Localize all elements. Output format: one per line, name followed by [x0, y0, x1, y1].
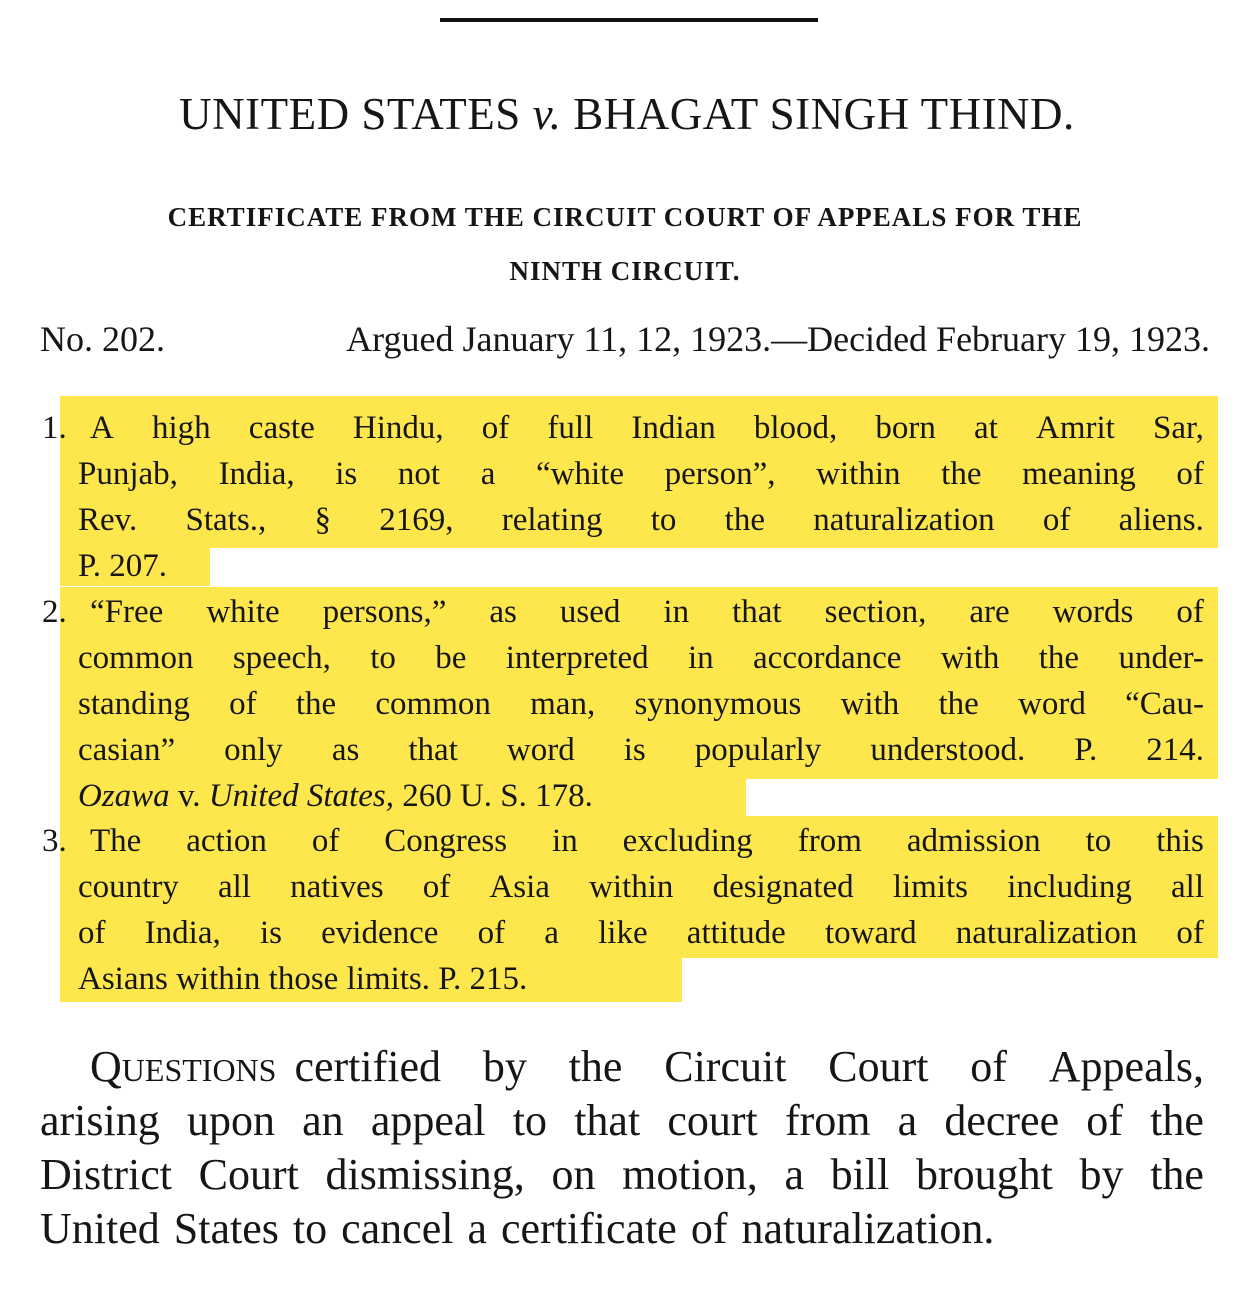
word: common — [375, 686, 491, 722]
word: be — [435, 640, 467, 676]
word: of — [970, 1042, 1007, 1091]
word: of — [690, 1204, 728, 1253]
certificate-heading-line-1: CERTIFICATE FROM THE CIRCUIT COURT OF APPEALS FOR THE — [167, 202, 1083, 232]
word: The — [90, 823, 142, 859]
word: understood. — [870, 732, 1026, 768]
word: of — [311, 823, 340, 859]
word: to — [512, 1096, 548, 1145]
word: born — [875, 410, 936, 446]
docket-line — [40, 318, 1210, 360]
headnote-1-number: 1. — [42, 410, 67, 446]
word: aliens. — [1118, 502, 1204, 538]
word: only — [224, 732, 283, 768]
word: of — [1086, 1096, 1123, 1145]
word: District — [40, 1150, 172, 1199]
word: decree — [944, 1096, 1060, 1145]
word: is — [623, 732, 646, 768]
headnote-1-line-1 — [90, 405, 1204, 451]
word: Court — [828, 1042, 929, 1091]
word: is — [259, 915, 282, 951]
word: naturalization — [813, 502, 995, 538]
word: all — [1171, 869, 1204, 905]
case-title-defendant: BHAGAT SINGH THIND. — [573, 89, 1075, 139]
docket-number: No. 202. — [40, 319, 165, 359]
citation-case-name-1: Ozawa — [78, 778, 170, 814]
word: high — [151, 410, 211, 446]
questions-line-1 — [90, 1040, 1204, 1097]
word: India, — [218, 456, 295, 492]
word: Rev. — [78, 502, 138, 538]
word: attitude — [686, 915, 786, 951]
word: of — [477, 915, 506, 951]
word: a — [467, 1204, 487, 1253]
word: person”, — [664, 456, 776, 492]
word: under- — [1118, 640, 1204, 676]
word: the — [938, 686, 979, 722]
word: United — [40, 1204, 160, 1253]
certificate-heading-line-2: NINTH CIRCUIT. — [509, 256, 741, 286]
word: words — [1052, 594, 1134, 630]
word: bill — [830, 1150, 890, 1199]
word: “white — [536, 456, 624, 492]
word: popularly — [694, 732, 822, 768]
headnote-3-line-1 — [90, 818, 1204, 864]
case-title — [0, 88, 1254, 140]
word: the — [1150, 1150, 1204, 1199]
headnote-1-line-4: P. 207. — [78, 548, 167, 584]
headnote-3-line-3 — [78, 910, 1204, 956]
word: like — [598, 915, 648, 951]
case-title-versus: v. — [532, 89, 562, 139]
word: that — [574, 1096, 641, 1145]
word: that — [732, 594, 782, 630]
word: interpreted — [505, 640, 649, 676]
word: admission — [906, 823, 1041, 859]
word: toward — [824, 915, 917, 951]
case-title-plaintiff: UNITED STATES — [179, 89, 521, 139]
word: common — [78, 640, 194, 676]
word: excluding — [622, 823, 753, 859]
word: brought — [916, 1150, 1053, 1199]
word: used — [559, 594, 621, 630]
word: evidence — [321, 915, 439, 951]
headnote-2-line-2 — [78, 635, 1204, 681]
word: States — [173, 1204, 279, 1253]
word: man, — [530, 686, 596, 722]
headnote-1-line-3 — [78, 497, 1204, 543]
word: arising — [40, 1096, 160, 1145]
word: certified — [294, 1042, 442, 1091]
word: full — [547, 410, 594, 446]
word: that — [408, 732, 458, 768]
word: all — [217, 869, 251, 905]
word: word — [506, 732, 575, 768]
questions-line-1-rest — [294, 1040, 1204, 1097]
certificate-heading — [40, 190, 1210, 298]
word: in — [688, 640, 714, 676]
word: limits — [892, 869, 969, 905]
word: the — [568, 1042, 623, 1091]
citation-versus: v. — [177, 778, 201, 814]
headnote-3-line-2 — [78, 864, 1204, 910]
word: of — [1176, 915, 1204, 951]
word: Circuit — [664, 1042, 787, 1091]
word: to — [1085, 823, 1112, 859]
word: India, — [144, 915, 221, 951]
word: word — [1018, 686, 1086, 722]
word: Court — [198, 1150, 299, 1199]
word: within — [816, 456, 901, 492]
headnote-2-line-3 — [78, 681, 1204, 727]
word: naturalization — [955, 915, 1138, 951]
word: to — [650, 502, 677, 538]
word: from — [784, 1096, 871, 1145]
questions-line-4 — [40, 1202, 1204, 1256]
headnote-2-line-1 — [90, 589, 1204, 635]
word: by — [482, 1042, 527, 1091]
word: meaning — [1022, 456, 1136, 492]
word: a — [544, 915, 559, 951]
word: P. — [1074, 732, 1098, 768]
citation-reporter: 260 U. S. 178. — [402, 778, 593, 814]
word: not — [397, 456, 441, 492]
word: persons,” — [322, 594, 447, 630]
word: as — [331, 732, 360, 768]
headnote-2-number: 2. — [42, 594, 67, 630]
word: relating — [501, 502, 603, 538]
word: Hindu, — [352, 410, 444, 446]
word: by — [1079, 1150, 1124, 1199]
word: of — [422, 869, 451, 905]
headnote-1-line-2 — [78, 451, 1204, 497]
word: 2169, — [379, 502, 454, 538]
word: synonymous — [634, 686, 802, 722]
word: is — [335, 456, 358, 492]
word: action — [186, 823, 267, 859]
word: of — [1176, 594, 1204, 630]
word: of — [1042, 502, 1071, 538]
questions-line-2 — [40, 1094, 1204, 1148]
word: Asia — [489, 869, 550, 905]
word: motion, — [622, 1150, 758, 1199]
word: upon — [186, 1096, 275, 1145]
word: country — [78, 869, 179, 905]
word: appeal — [370, 1096, 486, 1145]
word: an — [302, 1096, 344, 1145]
top-rule — [440, 18, 818, 22]
word: in — [663, 594, 690, 630]
word: standing — [78, 686, 190, 722]
word: the — [941, 456, 982, 492]
word: cancel — [341, 1204, 454, 1253]
word: Sar, — [1152, 410, 1204, 446]
questions-line-3 — [40, 1148, 1204, 1202]
word: § — [314, 502, 331, 538]
word: dismissing, — [325, 1150, 525, 1199]
word: to — [292, 1204, 328, 1253]
word: of — [1176, 456, 1204, 492]
word: A — [90, 410, 114, 446]
word: court — [667, 1096, 758, 1145]
word: naturalization. — [741, 1204, 995, 1253]
word: with — [940, 640, 1000, 676]
word: “Cau- — [1125, 686, 1204, 722]
word: a — [480, 456, 496, 492]
word: Stats., — [185, 502, 267, 538]
headnote-2-citation — [78, 773, 593, 819]
headnote-3-line-4: Asians within those limits. P. 215. — [78, 961, 528, 997]
citation-case-name-2: United States, — [208, 778, 394, 814]
word: at — [974, 410, 998, 446]
word: Congress — [384, 823, 508, 859]
word: Appeals, — [1048, 1042, 1204, 1091]
word: the — [295, 686, 337, 722]
word: caste — [248, 410, 315, 446]
word: of — [229, 686, 257, 722]
word: natives — [290, 869, 384, 905]
word: of — [481, 410, 510, 446]
word: “Free — [90, 594, 164, 630]
word: on — [551, 1150, 596, 1199]
word: of — [78, 915, 106, 951]
word: the — [1038, 640, 1080, 676]
word: section, — [824, 594, 927, 630]
headnote-2-line-4 — [78, 727, 1204, 773]
word: from — [797, 823, 862, 859]
argued-decided-dates: Argued January 11, 12, 1923.—Decided February 19, 1923. — [346, 319, 1210, 359]
word: in — [552, 823, 578, 859]
word: the — [1150, 1096, 1204, 1145]
word: are — [969, 594, 1010, 630]
word: white — [206, 594, 280, 630]
word: Indian — [631, 410, 716, 446]
word: Amrit — [1036, 410, 1115, 446]
word: blood, — [753, 410, 838, 446]
word: a — [897, 1096, 918, 1145]
word: within — [589, 869, 674, 905]
word: certificate — [500, 1204, 677, 1253]
word: as — [489, 594, 517, 630]
word: including — [1007, 869, 1132, 905]
word: casian” — [78, 732, 176, 768]
word: speech, — [232, 640, 331, 676]
headnote-3-number: 3. — [42, 823, 67, 859]
word: to — [370, 640, 396, 676]
word: Punjab, — [78, 456, 178, 492]
word: a — [784, 1150, 804, 1199]
word: designated — [712, 869, 854, 905]
word: accordance — [753, 640, 902, 676]
word: the — [724, 502, 765, 538]
word: this — [1156, 823, 1204, 859]
word: 214. — [1146, 732, 1204, 768]
word: with — [840, 686, 900, 722]
questions-lead: QUESTIONS — [90, 1042, 277, 1091]
